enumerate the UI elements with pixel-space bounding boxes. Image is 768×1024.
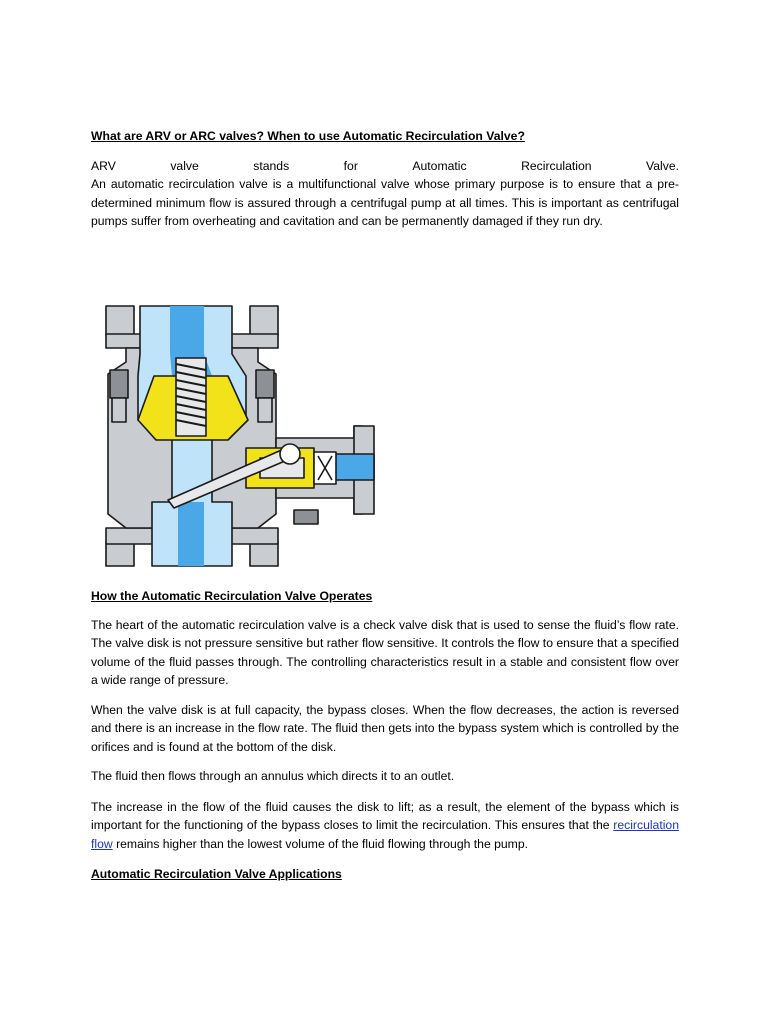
- valve-diagram: [100, 302, 380, 570]
- intro-word: Recirculation: [521, 159, 592, 173]
- intro-word: Valve.: [646, 159, 679, 173]
- intro-word: valve: [170, 159, 199, 173]
- recirculation-flow-link[interactable]: recirculation flow: [91, 818, 679, 851]
- paragraph-heart-of-valve: The heart of the automatic recirculation valve is a check valve disk that is used to sense the fluid’s flow rate. The valve disk is not pressure sensitive but rather flow sensitive. It controls the flow to ensure that a specified volume of the fluid passes through. The controlling characteristics result in a stable and consistent flow over a wide range of pressure.: [91, 618, 679, 688]
- intro-definition-line: [91, 157, 679, 175]
- heading-how-it-operates: How the Automatic Recirculation Valve Operates: [91, 589, 373, 603]
- paragraph-text: remains higher than the lowest volume of the fluid flowing through the pump.: [112, 836, 528, 851]
- intro-section: [91, 157, 679, 231]
- paragraph-full-capacity: When the valve disk is at full capacity, the bypass closes. When the flow decreases, the action is reversed and there is an increase in the flow rate. The fluid then gets into the bypass system which is controlled by the orifices and is found at the bottom of the disk.: [91, 703, 679, 754]
- intro-word: ARV: [91, 159, 116, 173]
- valve-cross-section-illustration: [100, 302, 380, 570]
- intro-word: stands: [253, 159, 290, 173]
- paragraph-annulus: The fluid then flows through an annulus which directs it to an outlet.: [91, 769, 455, 783]
- paragraph-disk-lift: [91, 798, 679, 853]
- heading-applications: Automatic Recirculation Valve Applications: [91, 867, 342, 881]
- intro-paragraph: An automatic recirculation valve is a multifunctional valve whose primary purpose is to ensure that a pre-determined minimum flow is assured through a centrifugal pump at all times. This is important as centrifugal pumps suffer from overheating and cavitation and can be permanently damaged if they run dry.: [91, 177, 679, 229]
- intro-word: for: [343, 159, 358, 173]
- paragraph-text: The increase in the flow of the fluid causes the disk to lift; as a result, the element of the bypass which is important for the functioning of the bypass closes to limit the recirculation. This ensures that the: [91, 800, 679, 833]
- heading-arv-arc: What are ARV or ARC valves? When to use Automatic Recirculation Valve?: [91, 129, 525, 143]
- intro-word: Automatic: [412, 159, 467, 173]
